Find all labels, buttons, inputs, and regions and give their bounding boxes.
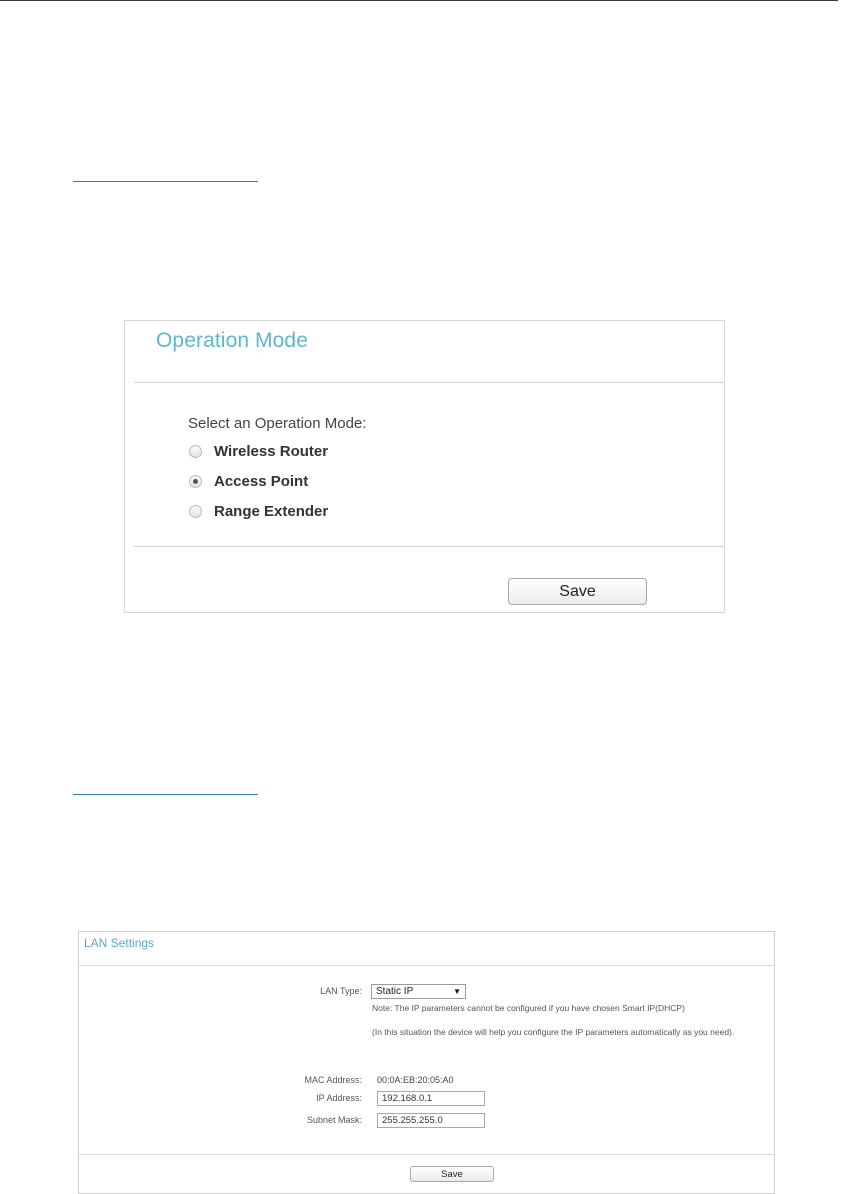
lan-type-selected-value: Static IP xyxy=(376,986,414,997)
lan-note-text: Note: The IP parameters cannot be configured if you have chosen Smart IP(DHCP) xyxy=(372,1003,685,1013)
page-top-divider xyxy=(0,0,838,1)
operation-mode-save-button[interactable]: Save xyxy=(508,578,647,605)
panel-divider xyxy=(134,546,724,547)
subnet-mask-label: Subnet Mask: xyxy=(306,1115,362,1125)
lan-settings-panel xyxy=(78,931,775,1194)
operation-mode-prompt: Select an Operation Mode: xyxy=(188,415,367,432)
lan-settings-title: LAN Settings xyxy=(84,936,155,950)
subnet-mask-input[interactable] xyxy=(377,1113,485,1128)
radio-button-access-point[interactable] xyxy=(189,475,202,488)
lan-settings-save-button[interactable]: Save xyxy=(410,1166,494,1182)
panel-divider xyxy=(134,382,724,383)
section-divider-lan-settings xyxy=(73,794,258,795)
radio-option-wireless-router[interactable] xyxy=(189,441,328,461)
panel-divider xyxy=(79,965,774,966)
lan-type-select[interactable] xyxy=(371,984,466,999)
section-divider-operation-mode xyxy=(73,181,258,182)
ip-address-label: IP Address: xyxy=(316,1093,362,1103)
radio-option-range-extender[interactable] xyxy=(189,501,328,521)
radio-label-access-point: Access Point xyxy=(214,472,309,490)
mac-address-value: 00:0A:EB:20:05:A0 xyxy=(377,1075,454,1085)
dropdown-arrow-icon: ▼ xyxy=(453,987,461,996)
lan-type-label: LAN Type: xyxy=(320,986,362,996)
radio-label-range-extender: Range Extender xyxy=(214,502,329,520)
radio-label-wireless-router: Wireless Router xyxy=(214,442,329,460)
panel-divider xyxy=(79,1154,774,1155)
operation-mode-title: Operation Mode xyxy=(156,329,308,352)
operation-mode-panel xyxy=(124,320,725,613)
radio-button-range-extender[interactable] xyxy=(189,505,202,518)
lan-note-detail: (In this situation the device will help you configure the IP parameters automatically as you need). xyxy=(372,1027,735,1037)
mac-address-label: MAC Address: xyxy=(304,1075,362,1085)
radio-option-access-point[interactable] xyxy=(189,471,308,491)
radio-button-wireless-router[interactable] xyxy=(189,445,202,458)
ip-address-input[interactable] xyxy=(377,1091,485,1106)
